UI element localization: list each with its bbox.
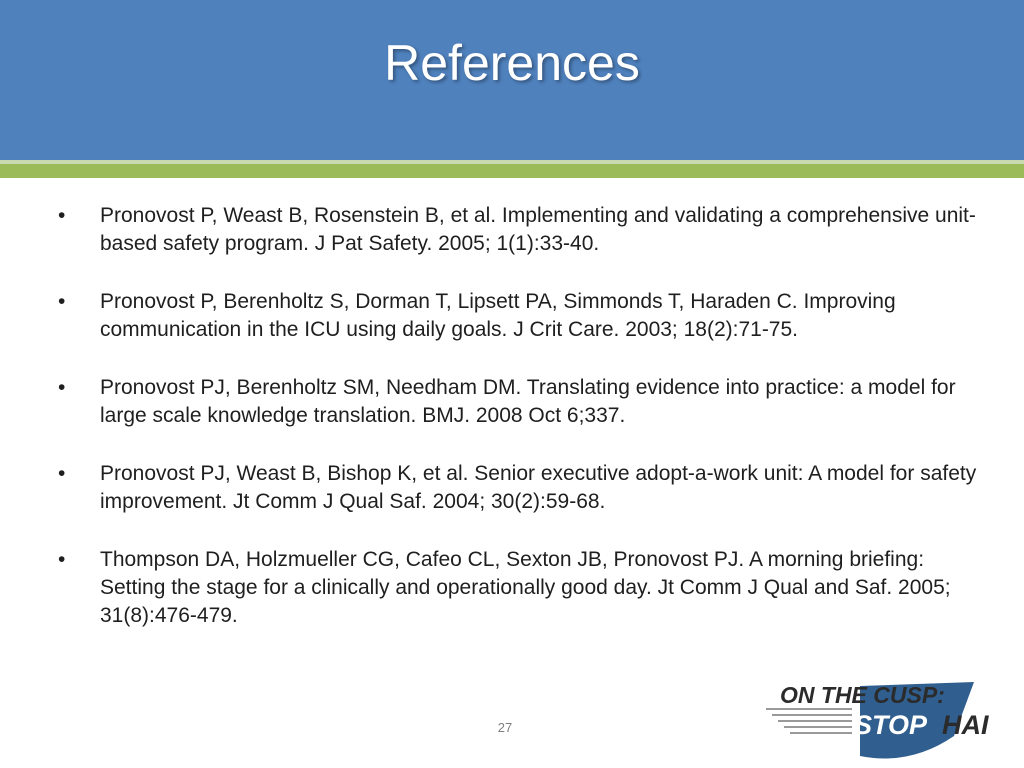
reference-text: Pronovost PJ, Berenholtz SM, Needham DM. Translating evidence into practice: a model for large scale knowledge translation. BMJ. 2008 Oct 6;337. xyxy=(100,376,956,427)
reference-text: Pronovost PJ, Weast B, Bishop K, et al. Senior executive adopt-a-work unit: A model for safety improvement. Jt Comm J Qual Saf. 2004; 30(2):59-68. xyxy=(100,462,977,513)
bullet-icon: • xyxy=(58,290,66,313)
slide-title: References xyxy=(384,35,640,91)
reference-item xyxy=(58,374,978,430)
reference-item xyxy=(58,460,978,516)
title-banner xyxy=(0,0,1024,160)
bullet-icon: • xyxy=(58,204,66,227)
page-number: 27 xyxy=(497,720,513,735)
reference-text: Pronovost P, Weast B, Rosenstein B, et al. Implementing and validating a comprehensive unit-based safety program. J Pat Safety. 2005; 1(1):33-40. xyxy=(100,204,976,255)
bullet-icon: • xyxy=(58,548,66,571)
bullet-icon: • xyxy=(58,376,66,399)
logo-text-line1: ON THE CUSP: xyxy=(780,682,945,708)
speed-lines-graphic xyxy=(766,708,852,734)
on-the-cusp-stop-hai-logo xyxy=(760,676,1010,762)
bullet-icon: • xyxy=(58,462,66,485)
reference-text: Thompson DA, Holzmueller CG, Cafeo CL, Sexton JB, Pronovost PJ. A morning briefing: Setting the stage for a clinically and operationally good day. Jt Comm J Qual and Saf. 2005; 31(8):476-479. xyxy=(100,548,951,627)
reference-item xyxy=(58,202,978,258)
logo-text-hai: HAI xyxy=(942,710,989,740)
divider-green-stripe xyxy=(0,164,1024,178)
reference-item xyxy=(58,288,978,344)
reference-text: Pronovost P, Berenholtz S, Dorman T, Lipsett PA, Simmonds T, Haraden C. Improving communication in the ICU using daily goals. J Crit Care. 2003; 18(2):71-75. xyxy=(100,290,896,341)
logo-text-stop: STOP xyxy=(854,710,928,740)
reference-list xyxy=(58,202,978,660)
reference-item xyxy=(58,546,978,630)
